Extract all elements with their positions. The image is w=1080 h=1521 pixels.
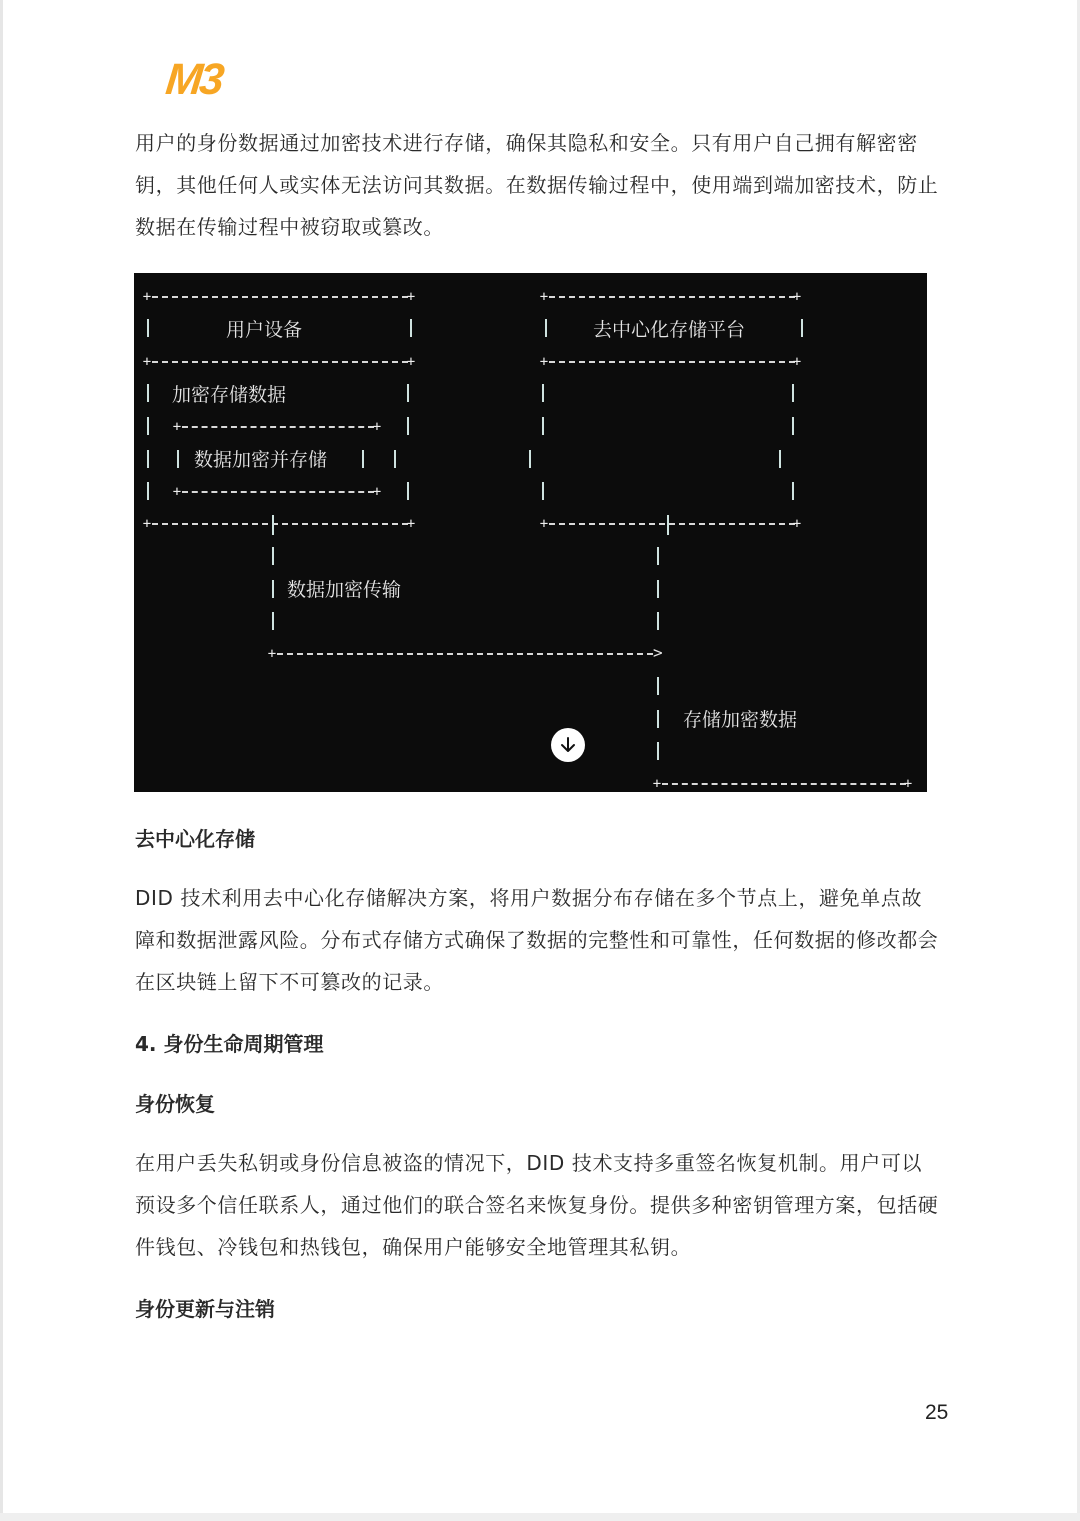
vertical-bar (657, 547, 659, 565)
section-heading-decentralized-storage: 去中心化存储 (135, 827, 255, 851)
vertical-bar (657, 677, 659, 695)
dashed-line (549, 296, 795, 298)
vertical-bar (801, 319, 803, 337)
dashed-line (182, 426, 374, 428)
vertical-bar (407, 417, 409, 435)
vertical-bar (147, 482, 149, 500)
vertical-bar (542, 482, 544, 500)
dashed-line (549, 523, 795, 525)
vertical-bar (177, 450, 179, 468)
vertical-bar (657, 710, 659, 728)
dashed-line (152, 361, 408, 363)
corner-plus: + (142, 289, 152, 305)
vertical-bar (394, 450, 396, 468)
inner-box-label: 数据加密并存储 (194, 449, 328, 471)
transfer-label: 数据加密传输 (287, 579, 402, 601)
corner-plus: + (172, 484, 182, 500)
page-edge (0, 0, 3, 1521)
vertical-bar (410, 319, 412, 337)
scroll-down-button[interactable] (551, 728, 585, 762)
vertical-bar (272, 515, 274, 535)
corner-plus: + (406, 354, 416, 370)
vertical-bar (147, 417, 149, 435)
corner-plus: + (792, 516, 802, 532)
corner-plus: + (792, 354, 802, 370)
corner-plus: + (539, 354, 549, 370)
dashed-arrow-line (277, 653, 653, 655)
decentralized-storage-paragraph: DID 技术利用去中心化存储解决方案，将用户数据分布存储在多个节点上，避免单点故障和数据泄露风险。分布式存储方式确保了数据的完整性和可靠性，任何数据的修改都会在区块链上留下不可篡改的记录。 (135, 886, 939, 994)
vertical-bar (792, 417, 794, 435)
vertical-bar (657, 580, 659, 598)
user-device-title: 用户设备 (226, 319, 303, 341)
section-heading-lifecycle: 4. 身份生命周期管理 (135, 1032, 324, 1056)
encrypted-storage-label: 加密存储数据 (172, 384, 287, 406)
m3-logo: M3 (163, 55, 224, 104)
vertical-bar (779, 450, 781, 468)
dashed-line (549, 361, 795, 363)
dashed-line (152, 523, 408, 525)
vertical-bar (792, 384, 794, 402)
section-heading-identity-recovery: 身份恢复 (135, 1092, 215, 1116)
vertical-bar (147, 384, 149, 402)
corner-plus: + (142, 516, 152, 532)
vertical-bar (272, 547, 274, 565)
corner-plus: + (142, 354, 152, 370)
corner-plus: + (903, 776, 913, 792)
corner-plus: + (539, 516, 549, 532)
vertical-bar (272, 612, 274, 630)
dashed-line (182, 491, 374, 493)
dashed-line (152, 296, 408, 298)
arrow-down-icon (558, 735, 578, 755)
identity-recovery-paragraph: 在用户丢失私钥或身份信息被盗的情况下，DID 技术支持多重签名恢复机制。用户可以预设多个信任联系人，通过他们的联合签名来恢复身份。提供多种密钥管理方案，包括硬件钱包、冷钱包和热钱包，确保用户能够安全地管理其私钥。 (135, 1151, 939, 1259)
vertical-bar (529, 450, 531, 468)
section-heading-update-revoke: 身份更新与注销 (135, 1297, 275, 1321)
corner-plus: + (406, 516, 416, 532)
corner-plus: + (172, 419, 182, 435)
vertical-bar (542, 384, 544, 402)
vertical-bar (657, 612, 659, 630)
page-edge (0, 1513, 1080, 1521)
corner-plus: + (372, 484, 382, 500)
store-label: 存储加密数据 (683, 709, 798, 731)
corner-plus: + (372, 419, 382, 435)
vertical-bar (667, 515, 669, 535)
vertical-bar (407, 384, 409, 402)
intro-paragraph: 用户的身份数据通过加密技术进行存储，确保其隐私和安全。只有用户自己拥有解密密钥，其他任何人或实体无法访问其数据。在数据传输过程中，使用端到端加密技术，防止数据在传输过程中被窃取或篡改。 (135, 131, 939, 239)
vertical-bar (542, 417, 544, 435)
page-number: 25 (925, 1401, 949, 1424)
corner-plus: + (652, 776, 662, 792)
vertical-bar (147, 319, 149, 337)
data-flow-diagram (134, 273, 927, 792)
vertical-bar (657, 742, 659, 760)
corner-plus: + (539, 289, 549, 305)
corner-plus: + (792, 289, 802, 305)
corner-plus: + (267, 646, 277, 662)
dashed-line (662, 783, 906, 785)
vertical-bar (362, 450, 364, 468)
arrow-head-icon: > (653, 643, 663, 662)
platform-title: 去中心化存储平台 (593, 319, 746, 341)
vertical-bar (407, 482, 409, 500)
vertical-bar (272, 580, 274, 598)
vertical-bar (792, 482, 794, 500)
vertical-bar (545, 319, 547, 337)
corner-plus: + (406, 289, 416, 305)
vertical-bar (147, 450, 149, 468)
